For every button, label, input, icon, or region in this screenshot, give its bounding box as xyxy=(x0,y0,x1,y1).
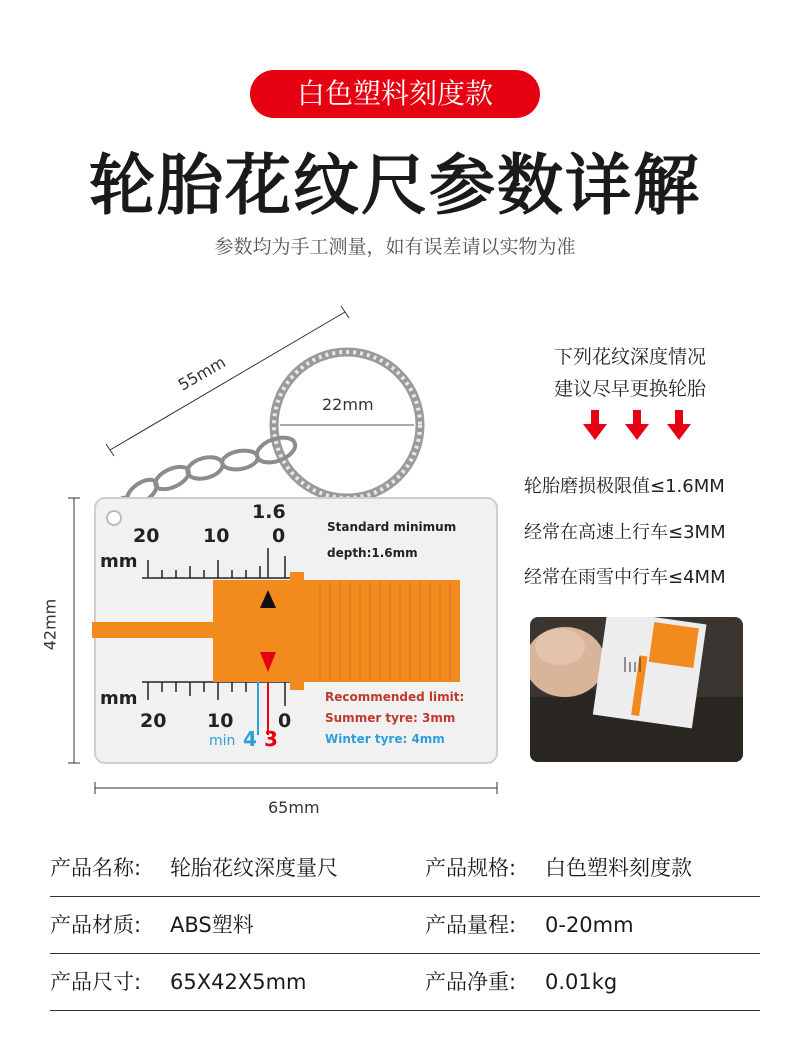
standard-line2: depth:1.6mm xyxy=(327,546,418,560)
spec-label: 产品规格: xyxy=(425,856,517,880)
page-title: 轮胎花纹尺参数详解 xyxy=(89,147,701,224)
key-ring xyxy=(274,352,420,498)
spec-label: 产品量程: xyxy=(425,913,517,937)
top-scale-10: 10 xyxy=(203,525,230,547)
spec-label: 产品材质: xyxy=(50,913,142,937)
standard-line1: Standard minimum xyxy=(327,520,457,534)
spec-value: 白色塑料刻度款 xyxy=(545,856,692,880)
arrow-down-icon xyxy=(591,410,599,424)
top-unit: mm xyxy=(100,551,138,572)
bottom-scale-10: 10 xyxy=(207,710,234,732)
diagonal-label: 55mm xyxy=(174,352,229,395)
side-item-2: 经常在高速上行车≤3MM xyxy=(524,522,726,543)
style-tag: 白色塑料刻度款 xyxy=(250,70,540,118)
top-scale-20: 20 xyxy=(133,525,160,547)
down-arrows xyxy=(580,410,700,442)
gauge-top-value: 1.6 xyxy=(252,501,286,523)
min-label: min xyxy=(209,733,236,749)
arrow-down-icon xyxy=(675,410,683,424)
side-heading-line2: 建议尽早更换轮胎 xyxy=(554,378,707,400)
spec-value: 0.01kg xyxy=(545,970,618,994)
side-item-3: 经常在雨雪中行车≤4MM xyxy=(524,567,726,588)
width-label: 65mm xyxy=(268,798,320,817)
bottom-scale-20: 20 xyxy=(140,710,167,732)
diagonal-dimension-line xyxy=(106,306,349,456)
spec-value: 0-20mm xyxy=(545,913,634,937)
spec-row xyxy=(50,897,760,954)
spec-value: 65X42X5mm xyxy=(170,970,307,994)
spec-label: 产品净重: xyxy=(425,970,517,994)
bottom-unit: mm xyxy=(100,688,138,709)
spec-row xyxy=(50,954,760,1011)
spec-value: 轮胎花纹深度量尺 xyxy=(170,856,338,880)
side-item-1: 轮胎磨损极限值≤1.6MM xyxy=(524,476,725,497)
height-dimension-line xyxy=(68,498,80,763)
top-scale-0: 0 xyxy=(272,525,286,547)
ring-diameter-label: 22mm xyxy=(322,395,374,414)
summer-label: Summer tyre: 3mm xyxy=(325,711,456,725)
spec-row xyxy=(50,840,760,897)
page-subtitle: 参数均为手工测量，如有误差请以实物为准 xyxy=(214,236,576,258)
winter-label: Winter tyre: 4mm xyxy=(325,732,445,746)
product-illustration xyxy=(0,290,520,830)
height-label: 42mm xyxy=(40,598,60,651)
spec-label: 产品尺寸: xyxy=(50,970,142,994)
spec-value: ABS塑料 xyxy=(170,913,254,937)
usage-photo xyxy=(530,617,743,762)
recommended-label: Recommended limit: xyxy=(325,690,465,704)
spec-label: 产品名称: xyxy=(50,856,142,880)
bottom-scale-0: 0 xyxy=(278,710,292,732)
arrow-down-icon xyxy=(633,410,641,424)
min-3: 3 xyxy=(264,727,278,751)
side-heading-line1: 下列花纹深度情况 xyxy=(554,346,707,368)
min-4: 4 xyxy=(243,727,257,751)
width-dimension-line xyxy=(95,782,497,794)
